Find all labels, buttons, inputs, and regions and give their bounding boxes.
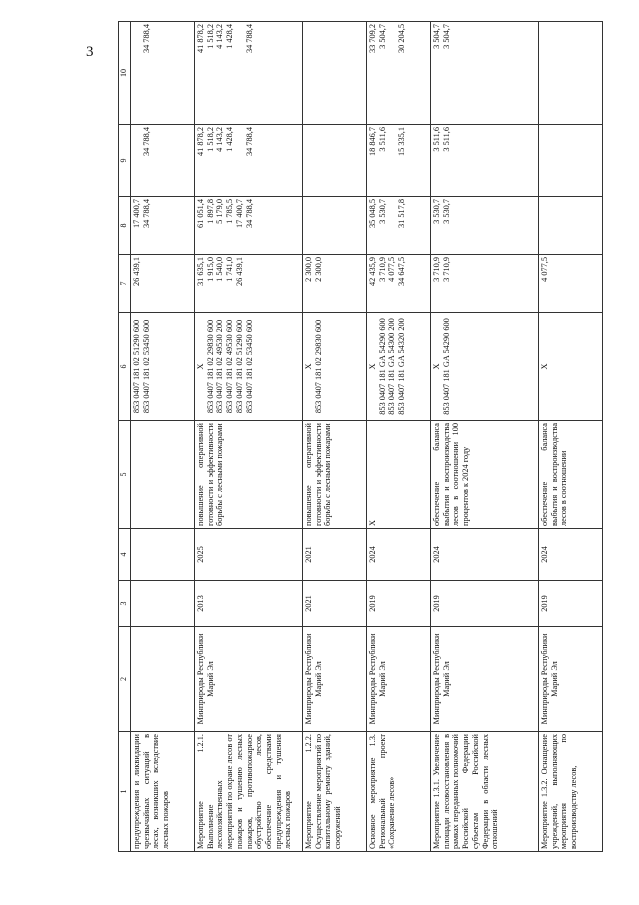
cell-c1: Мероприятие 1.3.2. Оснащение учреждений, выполняющих мероприятия по воспроизводству лесов,: [539, 732, 603, 852]
cell-line: 17 400,7: [234, 199, 244, 229]
cell-line: 4 077,5: [540, 257, 549, 282]
cell-c2: Минприроды Республики Марий Эл: [539, 627, 603, 732]
cell-c10: [367, 22, 431, 125]
rotated-landscape-table: [118, 22, 639, 852]
cell-line: [304, 127, 314, 194]
cell-line: 1 785,5: [225, 199, 235, 224]
column-number-2: 2: [119, 627, 131, 732]
cell-line: 853 0407 181 02 29830 600: [205, 319, 215, 414]
cell-line: 2 300,0: [313, 257, 323, 282]
cell-c10: [303, 22, 367, 125]
cell-line: 34 788,4: [141, 24, 151, 54]
cell-c9: [303, 125, 367, 197]
table-row: [131, 22, 195, 852]
cell-c1: Мероприятие 1.2.2. Осуществление мероприятий по капитальному ремонту зданий, сооружений: [303, 732, 367, 852]
cell-c10: [539, 22, 603, 125]
cell-line: 18 846,7: [368, 127, 377, 157]
cell-c9: [131, 125, 195, 197]
cell-line: [314, 24, 324, 122]
column-number-3: 3: [119, 581, 131, 627]
cell-line: 3 504,7: [377, 24, 387, 49]
column-number-10: 10: [119, 22, 131, 125]
column-number-5: 5: [119, 421, 131, 529]
cell-c2: [131, 627, 195, 732]
table-row: [539, 22, 603, 852]
cell-line: Х: [304, 363, 313, 370]
cell-c8: [431, 197, 539, 255]
cell-line: 33 709,2: [368, 24, 377, 54]
cell-line: 3 504,7: [432, 24, 441, 49]
cell-line: 3 530,7: [377, 199, 387, 224]
cell-line: 30 204,5: [397, 24, 407, 54]
cell-line: 3 504,7: [441, 24, 451, 49]
cell-line: [540, 24, 550, 122]
column-number-row: [119, 22, 131, 852]
column-number-6: 6: [119, 313, 131, 421]
cell-c1: Основное мероприятие 1.3. Региональный проект «Сохранение лесов»: [367, 732, 431, 852]
cell-line: 1 540,0: [215, 257, 225, 282]
cell-c2: Минприроды Республики Марий Эл: [431, 627, 539, 732]
cell-line: Х: [432, 363, 441, 370]
cell-line: 1 428,4: [225, 127, 235, 152]
cell-line: 5 179,0: [215, 199, 225, 224]
cell-c5: обеспечение баланса выбытия и воспроизводства лесов в соотношении 100 процентов к 2024 году: [431, 421, 539, 529]
column-number-9: 9: [119, 125, 131, 197]
cell-line: 1 518,2: [205, 127, 215, 152]
cell-line: 4 143,2: [215, 127, 225, 152]
cell-line: 853 0407 181 GA 54300 200: [387, 318, 397, 415]
cell-c4: 2024: [367, 529, 431, 581]
cell-c7: [431, 255, 539, 313]
cell-c4: 2024: [539, 529, 603, 581]
cell-line: 853 0407 181 GA 54320 200: [397, 318, 407, 415]
cell-c4: 2021: [303, 529, 367, 581]
cell-line: [387, 127, 397, 194]
cell-line: 61 051,4: [196, 199, 205, 229]
cell-c1: Мероприятие 1.2.1. Выполнение лесохозяйственных мероприятий по охране лесов от пожаров и тушению лесных пожаров, противопожарное обустройство лесов, обеспечение средствами предупреждения и тушения лесных пожаров: [195, 732, 303, 852]
cell-c10: [195, 22, 303, 125]
table-row: [367, 22, 431, 852]
cell-line: 853 0407 181 GA 54290 600: [441, 318, 451, 415]
cell-c3: 2019: [539, 581, 603, 627]
cell-line: [387, 24, 397, 122]
cell-c8: [195, 197, 303, 255]
cell-line: 1 915,0: [205, 257, 215, 282]
cell-c9: [431, 125, 539, 197]
table-row: [195, 22, 303, 852]
cell-line: 34 788,4: [141, 127, 151, 157]
column-number-4: 4: [119, 529, 131, 581]
cell-c8: [303, 197, 367, 255]
column-number-7: 7: [119, 255, 131, 313]
cell-c5: повышение оперативной готовности и эффективности борьбы с лесными пожарами: [303, 421, 367, 529]
cell-c8: [367, 197, 431, 255]
cell-line: Х: [368, 363, 377, 370]
cell-c5: Х: [367, 421, 431, 529]
cell-line: 853 0407 181 02 53450 600: [141, 319, 151, 414]
cell-c5: обеспечение баланса выбытия и воспроизводства лесов в соотношении: [539, 421, 603, 529]
cell-line: 15 335,1: [397, 127, 407, 157]
cell-c7: [195, 255, 303, 313]
cell-line: 42 435,9: [368, 257, 377, 287]
cell-c2: Минприроды Республики Марий Эл: [367, 627, 431, 732]
table-row: [431, 22, 539, 852]
cell-line: [314, 127, 324, 194]
cell-c3: 2019: [367, 581, 431, 627]
cell-line: 34 788,4: [244, 127, 254, 157]
cell-line: 1 897,8: [205, 199, 215, 224]
cell-c10: [131, 22, 195, 125]
cell-c6: [303, 313, 367, 421]
cell-line: [314, 199, 324, 252]
column-number-8: 8: [119, 197, 131, 255]
cell-line: 41 878,2: [196, 127, 205, 157]
cell-line: [304, 199, 314, 252]
cell-line: 4 077,5: [387, 257, 397, 282]
cell-c3: 2019: [431, 581, 539, 627]
cell-line: 34 788,4: [244, 199, 254, 229]
cell-c7: [539, 255, 603, 313]
cell-line: 17 400,7: [132, 199, 141, 229]
cell-line: 35 048,5: [368, 199, 377, 229]
cell-line: 853 0407 181 02 49530 200: [215, 319, 225, 414]
cell-c6: [131, 313, 195, 421]
cell-c1: Мероприятие 1.3.1. Увеличение площади лесовосстановления в рамках переданных полномочий Российской Федерации субъектам Российской Федерации в области лесных отношений: [431, 732, 539, 852]
cell-c3: [131, 581, 195, 627]
cell-line: 31 635,1: [196, 257, 205, 287]
cell-line: 26 439,1: [234, 257, 244, 287]
program-activities-table: [118, 21, 603, 852]
cell-line: 4 143,2: [215, 24, 225, 49]
cell-line: Х: [196, 363, 205, 370]
cell-line: 1 518,2: [205, 24, 215, 49]
cell-line: 853 0407 181 02 29830 600: [313, 319, 323, 414]
cell-c9: [539, 125, 603, 197]
cell-line: 853 0407 181 02 51290 600: [132, 319, 141, 414]
cell-c5: повышение оперативной готовности и эффективности борьбы с лесными пожарами: [195, 421, 303, 529]
cell-line: 2 300,0: [304, 257, 313, 282]
cell-line: 3 530,7: [432, 199, 441, 224]
cell-line: [132, 24, 142, 122]
cell-line: 31 517,8: [397, 199, 407, 229]
cell-line: 3 511,6: [441, 127, 451, 152]
cell-line: 853 0407 181 GA 54290 600: [377, 318, 387, 415]
cell-c8: [131, 197, 195, 255]
column-number-1: 1: [119, 732, 131, 852]
cell-c5: [131, 421, 195, 529]
cell-line: [142, 257, 152, 310]
cell-line: 3 511,6: [432, 127, 441, 152]
table-row: [303, 22, 367, 852]
cell-line: [245, 257, 255, 310]
cell-c9: [367, 125, 431, 197]
table-body: [131, 22, 603, 852]
cell-c7: [131, 255, 195, 313]
cell-line: [235, 24, 245, 122]
cell-line: 34 788,4: [141, 199, 151, 229]
cell-c4: 2024: [431, 529, 539, 581]
cell-c6: [539, 313, 603, 421]
cell-line: 3 710,9: [441, 257, 451, 282]
cell-line: 26 439,1: [132, 257, 141, 287]
cell-line: 1 741,0: [225, 257, 235, 282]
cell-line: 853 0407 181 02 49530 600: [225, 319, 235, 414]
cell-c4: [131, 529, 195, 581]
cell-c7: [303, 255, 367, 313]
cell-c9: [195, 125, 303, 197]
cell-line: [132, 127, 142, 194]
cell-line: Х: [540, 363, 549, 370]
cell-line: 34 647,5: [397, 257, 407, 287]
cell-line: 3 511,6: [377, 127, 387, 152]
cell-c6: [367, 313, 431, 421]
cell-line: [235, 127, 245, 194]
cell-line: 34 788,4: [244, 24, 254, 54]
cell-line: [387, 199, 397, 252]
page-number: 3: [86, 44, 94, 60]
cell-line: 3 710,9: [377, 257, 387, 282]
cell-line: [540, 199, 550, 252]
cell-line: 3 530,7: [441, 199, 451, 224]
cell-c3: 2013: [195, 581, 303, 627]
cell-c7: [367, 255, 431, 313]
cell-line: 853 0407 181 02 51290 600: [234, 319, 244, 414]
cell-c4: 2025: [195, 529, 303, 581]
cell-c10: [431, 22, 539, 125]
cell-c2: Минприроды Республики Марий Эл: [303, 627, 367, 732]
cell-line: 41 878,2: [196, 24, 205, 54]
cell-line: 853 0407 181 02 53450 600: [244, 319, 254, 414]
cell-line: [304, 24, 314, 122]
cell-c6: [431, 313, 539, 421]
cell-c6: [195, 313, 303, 421]
cell-line: [540, 127, 550, 194]
cell-c1: предупреждения и ликвидации чрезвычайных ситуаций в лесах, возникших вследствие лесных пожаров: [131, 732, 195, 852]
cell-line: 3 710,9: [432, 257, 441, 282]
cell-c8: [539, 197, 603, 255]
cell-c2: Минприроды Республики Марий Эл: [195, 627, 303, 732]
cell-c3: 2021: [303, 581, 367, 627]
cell-line: 1 428,4: [225, 24, 235, 49]
